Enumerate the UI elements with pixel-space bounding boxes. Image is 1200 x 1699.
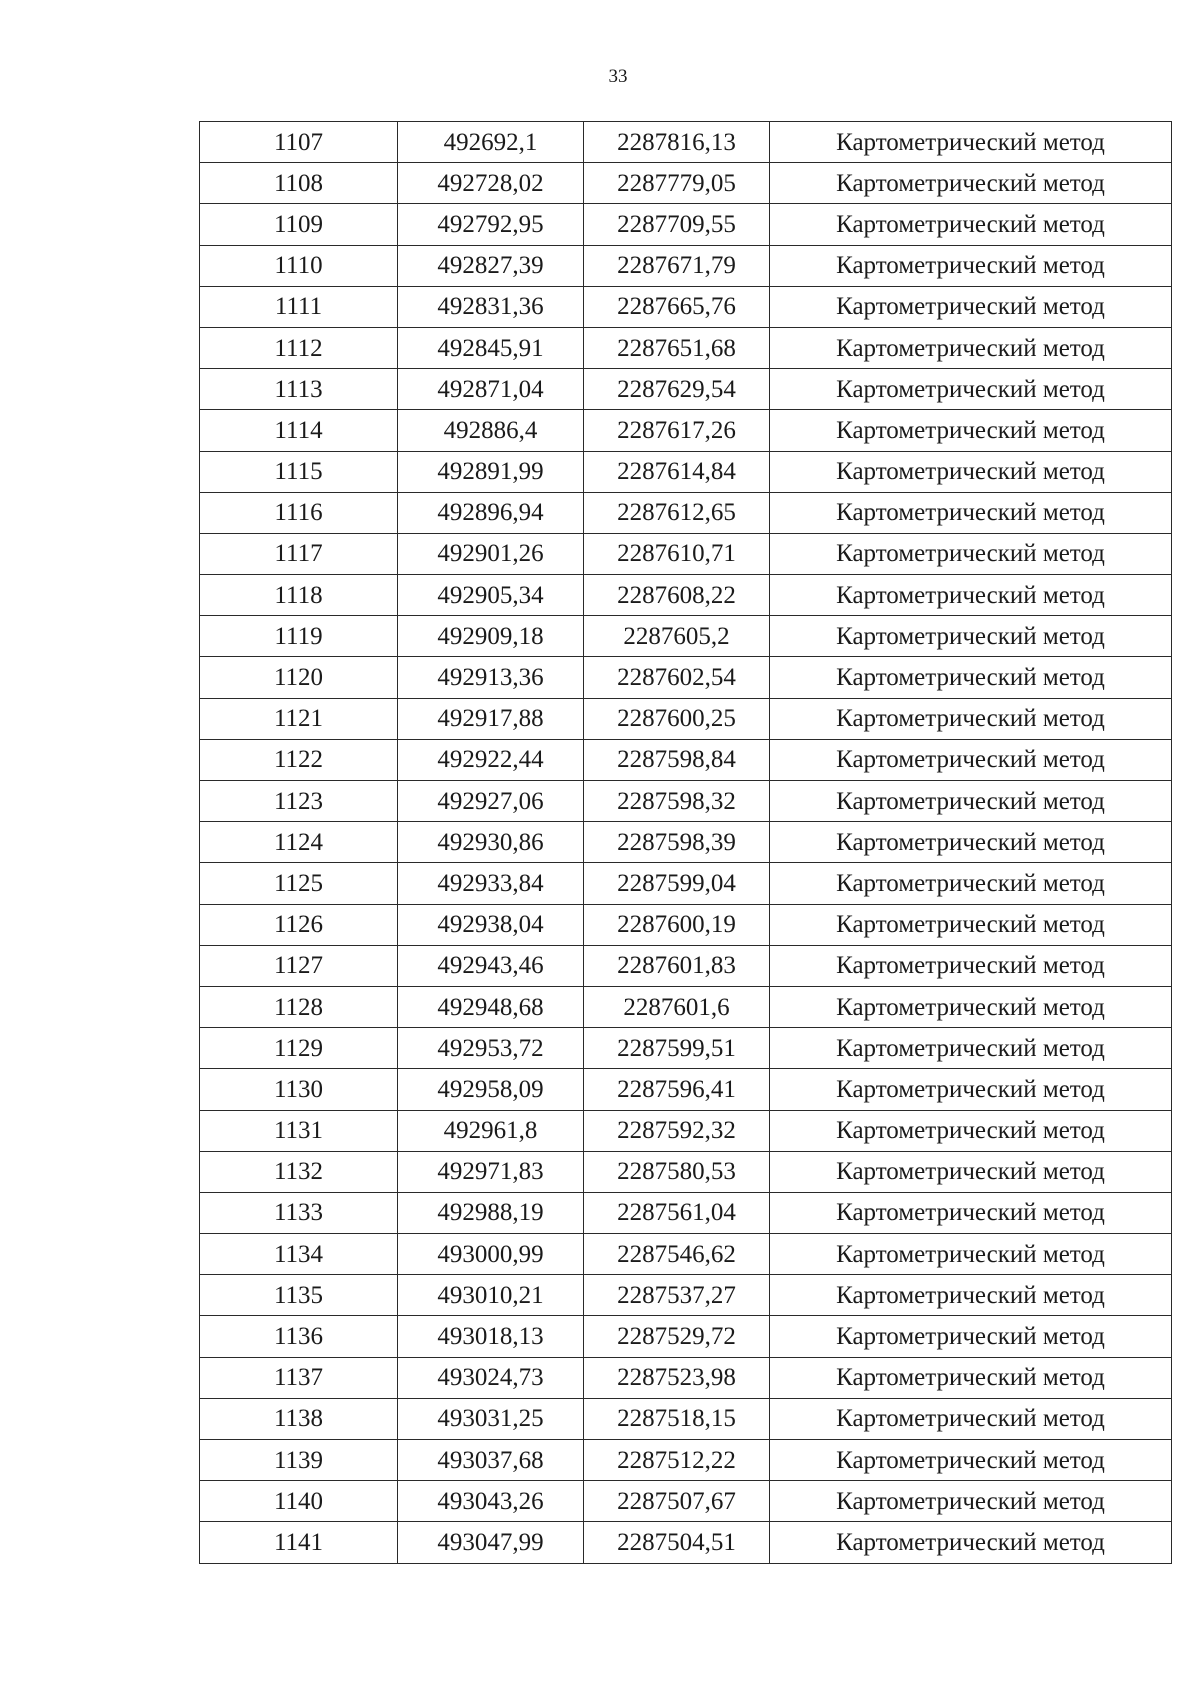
method-cell: Картометрический метод <box>770 1316 1172 1357</box>
method-cell: Картометрический метод <box>770 1192 1172 1233</box>
table-row <box>200 1522 1172 1563</box>
method-cell: Картометрический метод <box>770 410 1172 451</box>
y-coordinate-cell: 2287600,19 <box>584 904 770 945</box>
point-number-cell: 1129 <box>200 1028 398 1069</box>
method-cell: Картометрический метод <box>770 986 1172 1027</box>
table-row <box>200 863 1172 904</box>
table-row <box>200 327 1172 368</box>
method-cell: Картометрический метод <box>770 369 1172 410</box>
point-number-cell: 1108 <box>200 163 398 204</box>
x-coordinate-cell: 493043,26 <box>398 1481 584 1522</box>
table-row <box>200 1234 1172 1275</box>
table-row <box>200 739 1172 780</box>
point-number-cell: 1127 <box>200 945 398 986</box>
point-number-cell: 1107 <box>200 122 398 163</box>
x-coordinate-cell: 492871,04 <box>398 369 584 410</box>
point-number-cell: 1113 <box>200 369 398 410</box>
table-row <box>200 698 1172 739</box>
x-coordinate-cell: 492961,8 <box>398 1110 584 1151</box>
y-coordinate-cell: 2287598,84 <box>584 739 770 780</box>
method-cell: Картометрический метод <box>770 657 1172 698</box>
x-coordinate-cell: 492891,99 <box>398 451 584 492</box>
x-coordinate-cell: 492930,86 <box>398 822 584 863</box>
point-number-cell: 1124 <box>200 822 398 863</box>
method-cell: Картометрический метод <box>770 616 1172 657</box>
method-cell: Картометрический метод <box>770 739 1172 780</box>
table-row <box>200 1275 1172 1316</box>
x-coordinate-cell: 492943,46 <box>398 945 584 986</box>
point-number-cell: 1114 <box>200 410 398 451</box>
method-cell: Картометрический метод <box>770 1481 1172 1522</box>
point-number-cell: 1133 <box>200 1192 398 1233</box>
page-number: 33 <box>608 66 628 87</box>
y-coordinate-cell: 2287546,62 <box>584 1234 770 1275</box>
point-number-cell: 1110 <box>200 245 398 286</box>
y-coordinate-cell: 2287598,39 <box>584 822 770 863</box>
x-coordinate-cell: 493000,99 <box>398 1234 584 1275</box>
y-coordinate-cell: 2287651,68 <box>584 327 770 368</box>
table-row <box>200 245 1172 286</box>
y-coordinate-cell: 2287561,04 <box>584 1192 770 1233</box>
x-coordinate-cell: 492953,72 <box>398 1028 584 1069</box>
method-cell: Картометрический метод <box>770 1357 1172 1398</box>
table-row <box>200 1398 1172 1439</box>
x-coordinate-cell: 492913,36 <box>398 657 584 698</box>
table-row <box>200 492 1172 533</box>
point-number-cell: 1116 <box>200 492 398 533</box>
x-coordinate-cell: 492901,26 <box>398 533 584 574</box>
table-row <box>200 451 1172 492</box>
method-cell: Картометрический метод <box>770 945 1172 986</box>
x-coordinate-cell: 492971,83 <box>398 1151 584 1192</box>
point-number-cell: 1121 <box>200 698 398 739</box>
table-row <box>200 1192 1172 1233</box>
point-number-cell: 1126 <box>200 904 398 945</box>
method-cell: Картометрический метод <box>770 1398 1172 1439</box>
method-cell: Картометрический метод <box>770 286 1172 327</box>
y-coordinate-cell: 2287617,26 <box>584 410 770 451</box>
y-coordinate-cell: 2287601,6 <box>584 986 770 1027</box>
point-number-cell: 1138 <box>200 1398 398 1439</box>
table-row <box>200 122 1172 163</box>
coordinates-table-body <box>200 122 1172 1564</box>
table-row <box>200 822 1172 863</box>
x-coordinate-cell: 493018,13 <box>398 1316 584 1357</box>
method-cell: Картометрический метод <box>770 1522 1172 1563</box>
point-number-cell: 1119 <box>200 616 398 657</box>
method-cell: Картометрический метод <box>770 163 1172 204</box>
table-row <box>200 533 1172 574</box>
point-number-cell: 1122 <box>200 739 398 780</box>
point-number-cell: 1112 <box>200 327 398 368</box>
y-coordinate-cell: 2287504,51 <box>584 1522 770 1563</box>
x-coordinate-cell: 492948,68 <box>398 986 584 1027</box>
table-row <box>200 163 1172 204</box>
table-row <box>200 1151 1172 1192</box>
x-coordinate-cell: 492845,91 <box>398 327 584 368</box>
table-row <box>200 657 1172 698</box>
y-coordinate-cell: 2287537,27 <box>584 1275 770 1316</box>
y-coordinate-cell: 2287512,22 <box>584 1440 770 1481</box>
x-coordinate-cell: 492938,04 <box>398 904 584 945</box>
x-coordinate-cell: 492909,18 <box>398 616 584 657</box>
table-row <box>200 369 1172 410</box>
x-coordinate-cell: 492905,34 <box>398 575 584 616</box>
point-number-cell: 1125 <box>200 863 398 904</box>
y-coordinate-cell: 2287507,67 <box>584 1481 770 1522</box>
y-coordinate-cell: 2287523,98 <box>584 1357 770 1398</box>
x-coordinate-cell: 492922,44 <box>398 739 584 780</box>
y-coordinate-cell: 2287518,15 <box>584 1398 770 1439</box>
method-cell: Картометрический метод <box>770 245 1172 286</box>
table-row <box>200 1028 1172 1069</box>
y-coordinate-cell: 2287610,71 <box>584 533 770 574</box>
point-number-cell: 1141 <box>200 1522 398 1563</box>
point-number-cell: 1135 <box>200 1275 398 1316</box>
table-row <box>200 1069 1172 1110</box>
x-coordinate-cell: 492886,4 <box>398 410 584 451</box>
method-cell: Картометрический метод <box>770 327 1172 368</box>
table-row <box>200 616 1172 657</box>
y-coordinate-cell: 2287596,41 <box>584 1069 770 1110</box>
x-coordinate-cell: 493010,21 <box>398 1275 584 1316</box>
method-cell: Картометрический метод <box>770 1234 1172 1275</box>
x-coordinate-cell: 492728,02 <box>398 163 584 204</box>
method-cell: Картометрический метод <box>770 204 1172 245</box>
x-coordinate-cell: 492988,19 <box>398 1192 584 1233</box>
x-coordinate-cell: 492927,06 <box>398 781 584 822</box>
y-coordinate-cell: 2287599,04 <box>584 863 770 904</box>
point-number-cell: 1123 <box>200 781 398 822</box>
y-coordinate-cell: 2287612,65 <box>584 492 770 533</box>
y-coordinate-cell: 2287779,05 <box>584 163 770 204</box>
table-row <box>200 986 1172 1027</box>
y-coordinate-cell: 2287580,53 <box>584 1151 770 1192</box>
method-cell: Картометрический метод <box>770 822 1172 863</box>
method-cell: Картометрический метод <box>770 1069 1172 1110</box>
point-number-cell: 1131 <box>200 1110 398 1151</box>
method-cell: Картометрический метод <box>770 1151 1172 1192</box>
method-cell: Картометрический метод <box>770 1440 1172 1481</box>
x-coordinate-cell: 492827,39 <box>398 245 584 286</box>
point-number-cell: 1137 <box>200 1357 398 1398</box>
method-cell: Картометрический метод <box>770 781 1172 822</box>
point-number-cell: 1120 <box>200 657 398 698</box>
table-row <box>200 575 1172 616</box>
x-coordinate-cell: 492896,94 <box>398 492 584 533</box>
x-coordinate-cell: 493031,25 <box>398 1398 584 1439</box>
x-coordinate-cell: 492958,09 <box>398 1069 584 1110</box>
y-coordinate-cell: 2287605,2 <box>584 616 770 657</box>
point-number-cell: 1128 <box>200 986 398 1027</box>
y-coordinate-cell: 2287529,72 <box>584 1316 770 1357</box>
y-coordinate-cell: 2287592,32 <box>584 1110 770 1151</box>
table-row <box>200 781 1172 822</box>
method-cell: Картометрический метод <box>770 863 1172 904</box>
table-row <box>200 1316 1172 1357</box>
point-number-cell: 1109 <box>200 204 398 245</box>
method-cell: Картометрический метод <box>770 1028 1172 1069</box>
point-number-cell: 1134 <box>200 1234 398 1275</box>
point-number-cell: 1132 <box>200 1151 398 1192</box>
x-coordinate-cell: 493037,68 <box>398 1440 584 1481</box>
x-coordinate-cell: 492792,95 <box>398 204 584 245</box>
y-coordinate-cell: 2287598,32 <box>584 781 770 822</box>
y-coordinate-cell: 2287671,79 <box>584 245 770 286</box>
table-row <box>200 410 1172 451</box>
y-coordinate-cell: 2287614,84 <box>584 451 770 492</box>
table-row <box>200 1481 1172 1522</box>
method-cell: Картометрический метод <box>770 492 1172 533</box>
method-cell: Картометрический метод <box>770 698 1172 739</box>
table-row <box>200 204 1172 245</box>
y-coordinate-cell: 2287629,54 <box>584 369 770 410</box>
point-number-cell: 1139 <box>200 1440 398 1481</box>
x-coordinate-cell: 492917,88 <box>398 698 584 739</box>
y-coordinate-cell: 2287665,76 <box>584 286 770 327</box>
y-coordinate-cell: 2287709,55 <box>584 204 770 245</box>
point-number-cell: 1117 <box>200 533 398 574</box>
table-row <box>200 904 1172 945</box>
method-cell: Картометрический метод <box>770 451 1172 492</box>
x-coordinate-cell: 492831,36 <box>398 286 584 327</box>
point-number-cell: 1140 <box>200 1481 398 1522</box>
x-coordinate-cell: 493024,73 <box>398 1357 584 1398</box>
point-number-cell: 1115 <box>200 451 398 492</box>
table-row <box>200 1440 1172 1481</box>
method-cell: Картометрический метод <box>770 1275 1172 1316</box>
y-coordinate-cell: 2287599,51 <box>584 1028 770 1069</box>
y-coordinate-cell: 2287600,25 <box>584 698 770 739</box>
x-coordinate-cell: 492692,1 <box>398 122 584 163</box>
y-coordinate-cell: 2287601,83 <box>584 945 770 986</box>
table-row <box>200 945 1172 986</box>
method-cell: Картометрический метод <box>770 904 1172 945</box>
y-coordinate-cell: 2287608,22 <box>584 575 770 616</box>
y-coordinate-cell: 2287816,13 <box>584 122 770 163</box>
point-number-cell: 1118 <box>200 575 398 616</box>
table-row <box>200 1357 1172 1398</box>
y-coordinate-cell: 2287602,54 <box>584 657 770 698</box>
point-number-cell: 1136 <box>200 1316 398 1357</box>
method-cell: Картометрический метод <box>770 1110 1172 1151</box>
point-number-cell: 1111 <box>200 286 398 327</box>
method-cell: Картометрический метод <box>770 122 1172 163</box>
x-coordinate-cell: 492933,84 <box>398 863 584 904</box>
coordinates-table <box>199 121 1172 1564</box>
table-row <box>200 286 1172 327</box>
method-cell: Картометрический метод <box>770 533 1172 574</box>
method-cell: Картометрический метод <box>770 575 1172 616</box>
table-row <box>200 1110 1172 1151</box>
point-number-cell: 1130 <box>200 1069 398 1110</box>
x-coordinate-cell: 493047,99 <box>398 1522 584 1563</box>
